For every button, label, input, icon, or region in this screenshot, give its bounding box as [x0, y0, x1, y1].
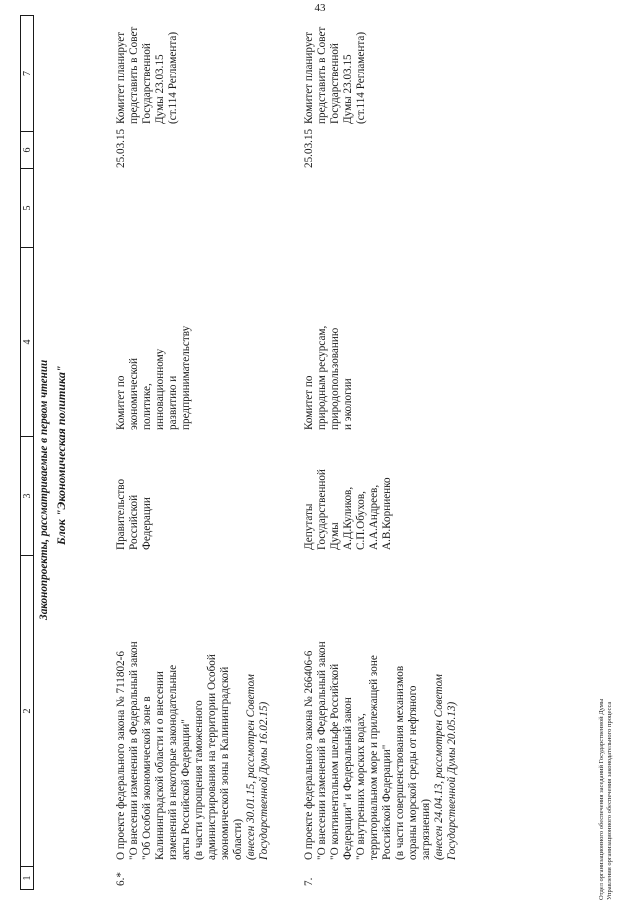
- row-7-date: 25.03.15: [303, 128, 315, 168]
- column-header-1: 1: [20, 866, 34, 890]
- row-6-committee-line: инновационному: [154, 348, 166, 430]
- row-7-initiator-line: Депутаты: [303, 503, 315, 550]
- page-number: 43: [314, 2, 326, 14]
- row-6-line: Калининградской области и о внесении: [154, 671, 166, 860]
- row-6-line: изменений в некоторые законодательные: [167, 664, 179, 860]
- section-title: Законопроекты, рассматриваемые в первом чтении: [38, 359, 50, 620]
- row-6-committee-line: экономической: [128, 358, 140, 430]
- footer-line: Управления организационного обеспечения законодательного процесса: [606, 701, 613, 900]
- row-6-line: "О внесении изменений в Федеральный закон: [128, 641, 140, 860]
- row-6-line: экономической зоны в Калининградской: [219, 666, 231, 860]
- row-7-note: (внесен 24.04.13, рассмотрен Советом: [433, 674, 445, 860]
- row-6-committee-line: предпринимательству: [180, 325, 192, 430]
- row-7-line: "О континентальном шельфе Российской: [329, 663, 341, 860]
- column-header-2: 2: [20, 555, 34, 867]
- row-6-plan-line: представить в Совет: [128, 26, 140, 124]
- row-6-plan-line: Комитет планирует: [115, 31, 127, 124]
- row-7-plan-line: Комитет планирует: [303, 31, 315, 124]
- row-7-initiator-line: А.В.Корниенко: [381, 477, 393, 550]
- row-7-committee-line: природопользованию: [329, 327, 341, 430]
- row-6-note: Государственной Думы 16.02.15): [258, 701, 270, 860]
- page-footer: [598, 698, 638, 900]
- row-6-initiator-line: Правительство: [115, 478, 127, 550]
- row-7-plan-line: представить в Совет: [316, 26, 328, 124]
- row-6-note: (внесен 30.01.15, рассмотрен Советом: [245, 674, 257, 860]
- row-7-plan: [303, 14, 368, 124]
- row-7-note: Государственной Думы 20.05.13): [446, 701, 458, 860]
- row-6-plan-line: (ст.114 Регламента): [167, 31, 179, 124]
- row-6-number: 6.*: [115, 872, 127, 886]
- row-6-plan-line: Государственной: [141, 43, 153, 124]
- row-6-initiator: [115, 435, 154, 550]
- row-7-line: загрязнения): [420, 799, 432, 860]
- row-7-number: 7.: [303, 877, 315, 886]
- row-6-line: "Об Особой экономической зоне в: [141, 696, 153, 860]
- row-7-committee: [303, 250, 355, 430]
- row-7-initiator-line: Государственной: [316, 469, 328, 550]
- row-6-initiator-line: Федерации: [141, 497, 153, 550]
- row-7-initiator-line: А.Д.Куликов,: [342, 486, 354, 550]
- row-7-line: Федерации" и Федеральный закон: [342, 697, 354, 860]
- row-7-initiator-line: С.П.Обухов,: [355, 491, 367, 550]
- row-6-line: (в части упрощения таможенного: [193, 700, 205, 860]
- row-6-committee-line: развитию и: [167, 375, 179, 430]
- row-6-line: акты Российской Федерации": [180, 719, 192, 860]
- row-7-initiator-line: Думы: [329, 522, 341, 550]
- row-7-line: территориальном море и прилежащей зоне: [368, 655, 380, 860]
- row-6-line: администрирования на территории Особой: [206, 654, 218, 860]
- row-7-line: охраны морской среды от нефтяного: [407, 685, 419, 860]
- row-7-initiator-line: А.А.Андреев,: [368, 484, 380, 550]
- row-6-date: 25.03.15: [115, 128, 127, 168]
- row-6-plan-line: Думы 23.03.15: [154, 54, 166, 124]
- row-6-line: области): [232, 818, 244, 860]
- row-7-line: "О внесении изменений в Федеральный закон: [316, 641, 328, 860]
- row-7-description: [303, 550, 459, 860]
- column-header-4: 4: [20, 247, 34, 437]
- row-6-description: [115, 550, 271, 860]
- column-header-7: 7: [20, 15, 34, 132]
- row-7-line: (в части совершенствования механизмов: [394, 665, 406, 860]
- row-6-initiator-line: Российской: [128, 494, 140, 550]
- row-7-line: О проекте федерального закона № 266406-6: [303, 650, 315, 860]
- rotated-table-sheet: [20, 15, 615, 890]
- row-7-plan-line: Государственной: [329, 43, 341, 124]
- column-header-6: 6: [20, 131, 34, 169]
- row-7-initiator: [303, 435, 394, 550]
- row-7-line: "О внутренних морских водах,: [355, 713, 367, 860]
- row-6-plan: [115, 14, 180, 124]
- row-6-line: О проекте федерального закона № 711802-6: [115, 651, 127, 860]
- row-7-committee-line: природным ресурсам,: [316, 325, 328, 430]
- row-6-committee: [115, 250, 193, 430]
- column-header-5: 5: [20, 168, 34, 248]
- row-7-plan-line: (ст.114 Регламента): [355, 31, 367, 124]
- footer-line: Отдел организационного обеспечения заседаний Государственной Думы: [598, 698, 605, 900]
- row-7-plan-line: Думы 23.03.15: [342, 54, 354, 124]
- row-7-committee-line: и экологии: [342, 378, 354, 430]
- column-header-3: 3: [20, 436, 34, 556]
- row-7-committee-line: Комитет по: [303, 375, 315, 430]
- block-title: Блок "Экономическая политика": [54, 365, 68, 545]
- row-6-committee-line: политике,: [141, 383, 153, 430]
- row-6-committee-line: Комитет по: [115, 375, 127, 430]
- row-7-line: Российской Федерации": [381, 744, 393, 860]
